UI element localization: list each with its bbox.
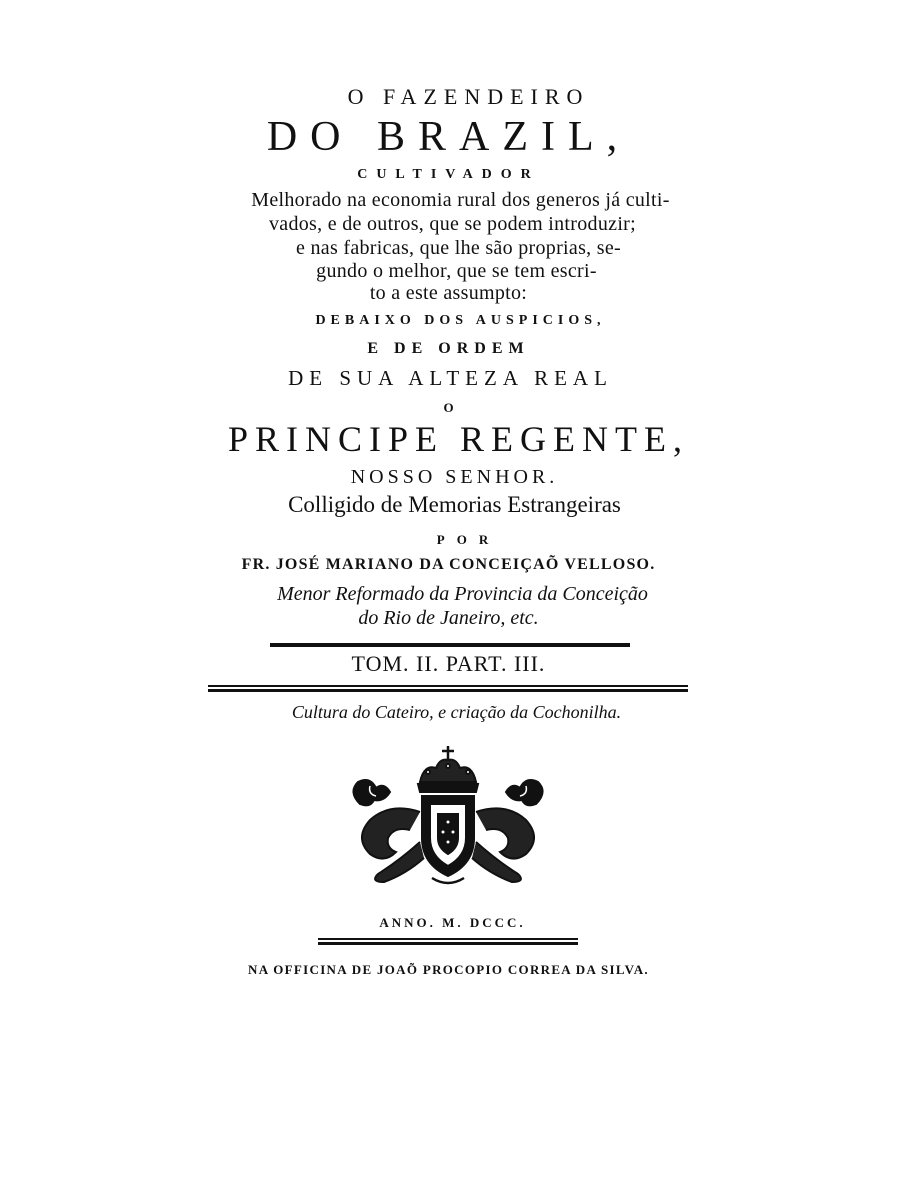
divider-rule	[318, 942, 578, 945]
description-line-5: to a este assumpto:	[369, 282, 528, 304]
highness-line: DE SUA ALTEZA REAL	[288, 366, 613, 390]
divider-rule	[270, 643, 630, 647]
divider-rule	[208, 689, 688, 692]
cultivador-heading: CULTIVADOR	[357, 167, 540, 182]
description-line-2: vados, e de outros, que se podem introduzir;	[268, 213, 636, 235]
nosso-senhor-line: NOSSO SENHOR.	[350, 466, 559, 488]
por-line: POR	[436, 532, 501, 547]
description-line-1: Melhorado na economia rural dos generos já culti-	[251, 189, 670, 211]
volume-line: TOM. II. PART. III.	[351, 651, 546, 676]
title-line-1: O FAZENDEIRO	[347, 84, 590, 109]
prince-regent-line: PRINCIPE REGENTE,	[228, 419, 689, 459]
description-line-3: e nas fabricas, que lhe são proprias, se-	[296, 237, 621, 259]
author-description-2: do Rio de Janeiro, etc.	[358, 607, 539, 629]
printer-line: NA OFFICINA DE JOAÕ PROCOPIO CORREA DA SILVA.	[248, 962, 649, 977]
title-line-2: DO BRAZIL,	[266, 114, 631, 160]
description-line-4: gundo o melhor, que se tem escri-	[316, 260, 597, 282]
year-line: ANNO. M. DCCC.	[379, 915, 526, 930]
coat-of-arms-icon	[340, 742, 556, 892]
auspices-line: DEBAIXO DOS AUSPICIOS,	[315, 313, 606, 328]
article-o: O	[443, 400, 454, 415]
divider-rule	[208, 685, 688, 687]
author-description-1: Menor Reformado da Provincia da Conceição	[277, 583, 648, 605]
order-line: E DE ORDEM	[367, 340, 530, 357]
author-name: FR. JOSÉ MARIANO DA CONCEIÇAÕ VELLOSO.	[241, 556, 656, 573]
divider-rule	[318, 938, 578, 940]
subject-line: Cultura do Cateiro, e criação da Cochonilha.	[291, 702, 622, 722]
compiled-line: Colligido de Memorias Estrangeiras	[288, 492, 621, 517]
